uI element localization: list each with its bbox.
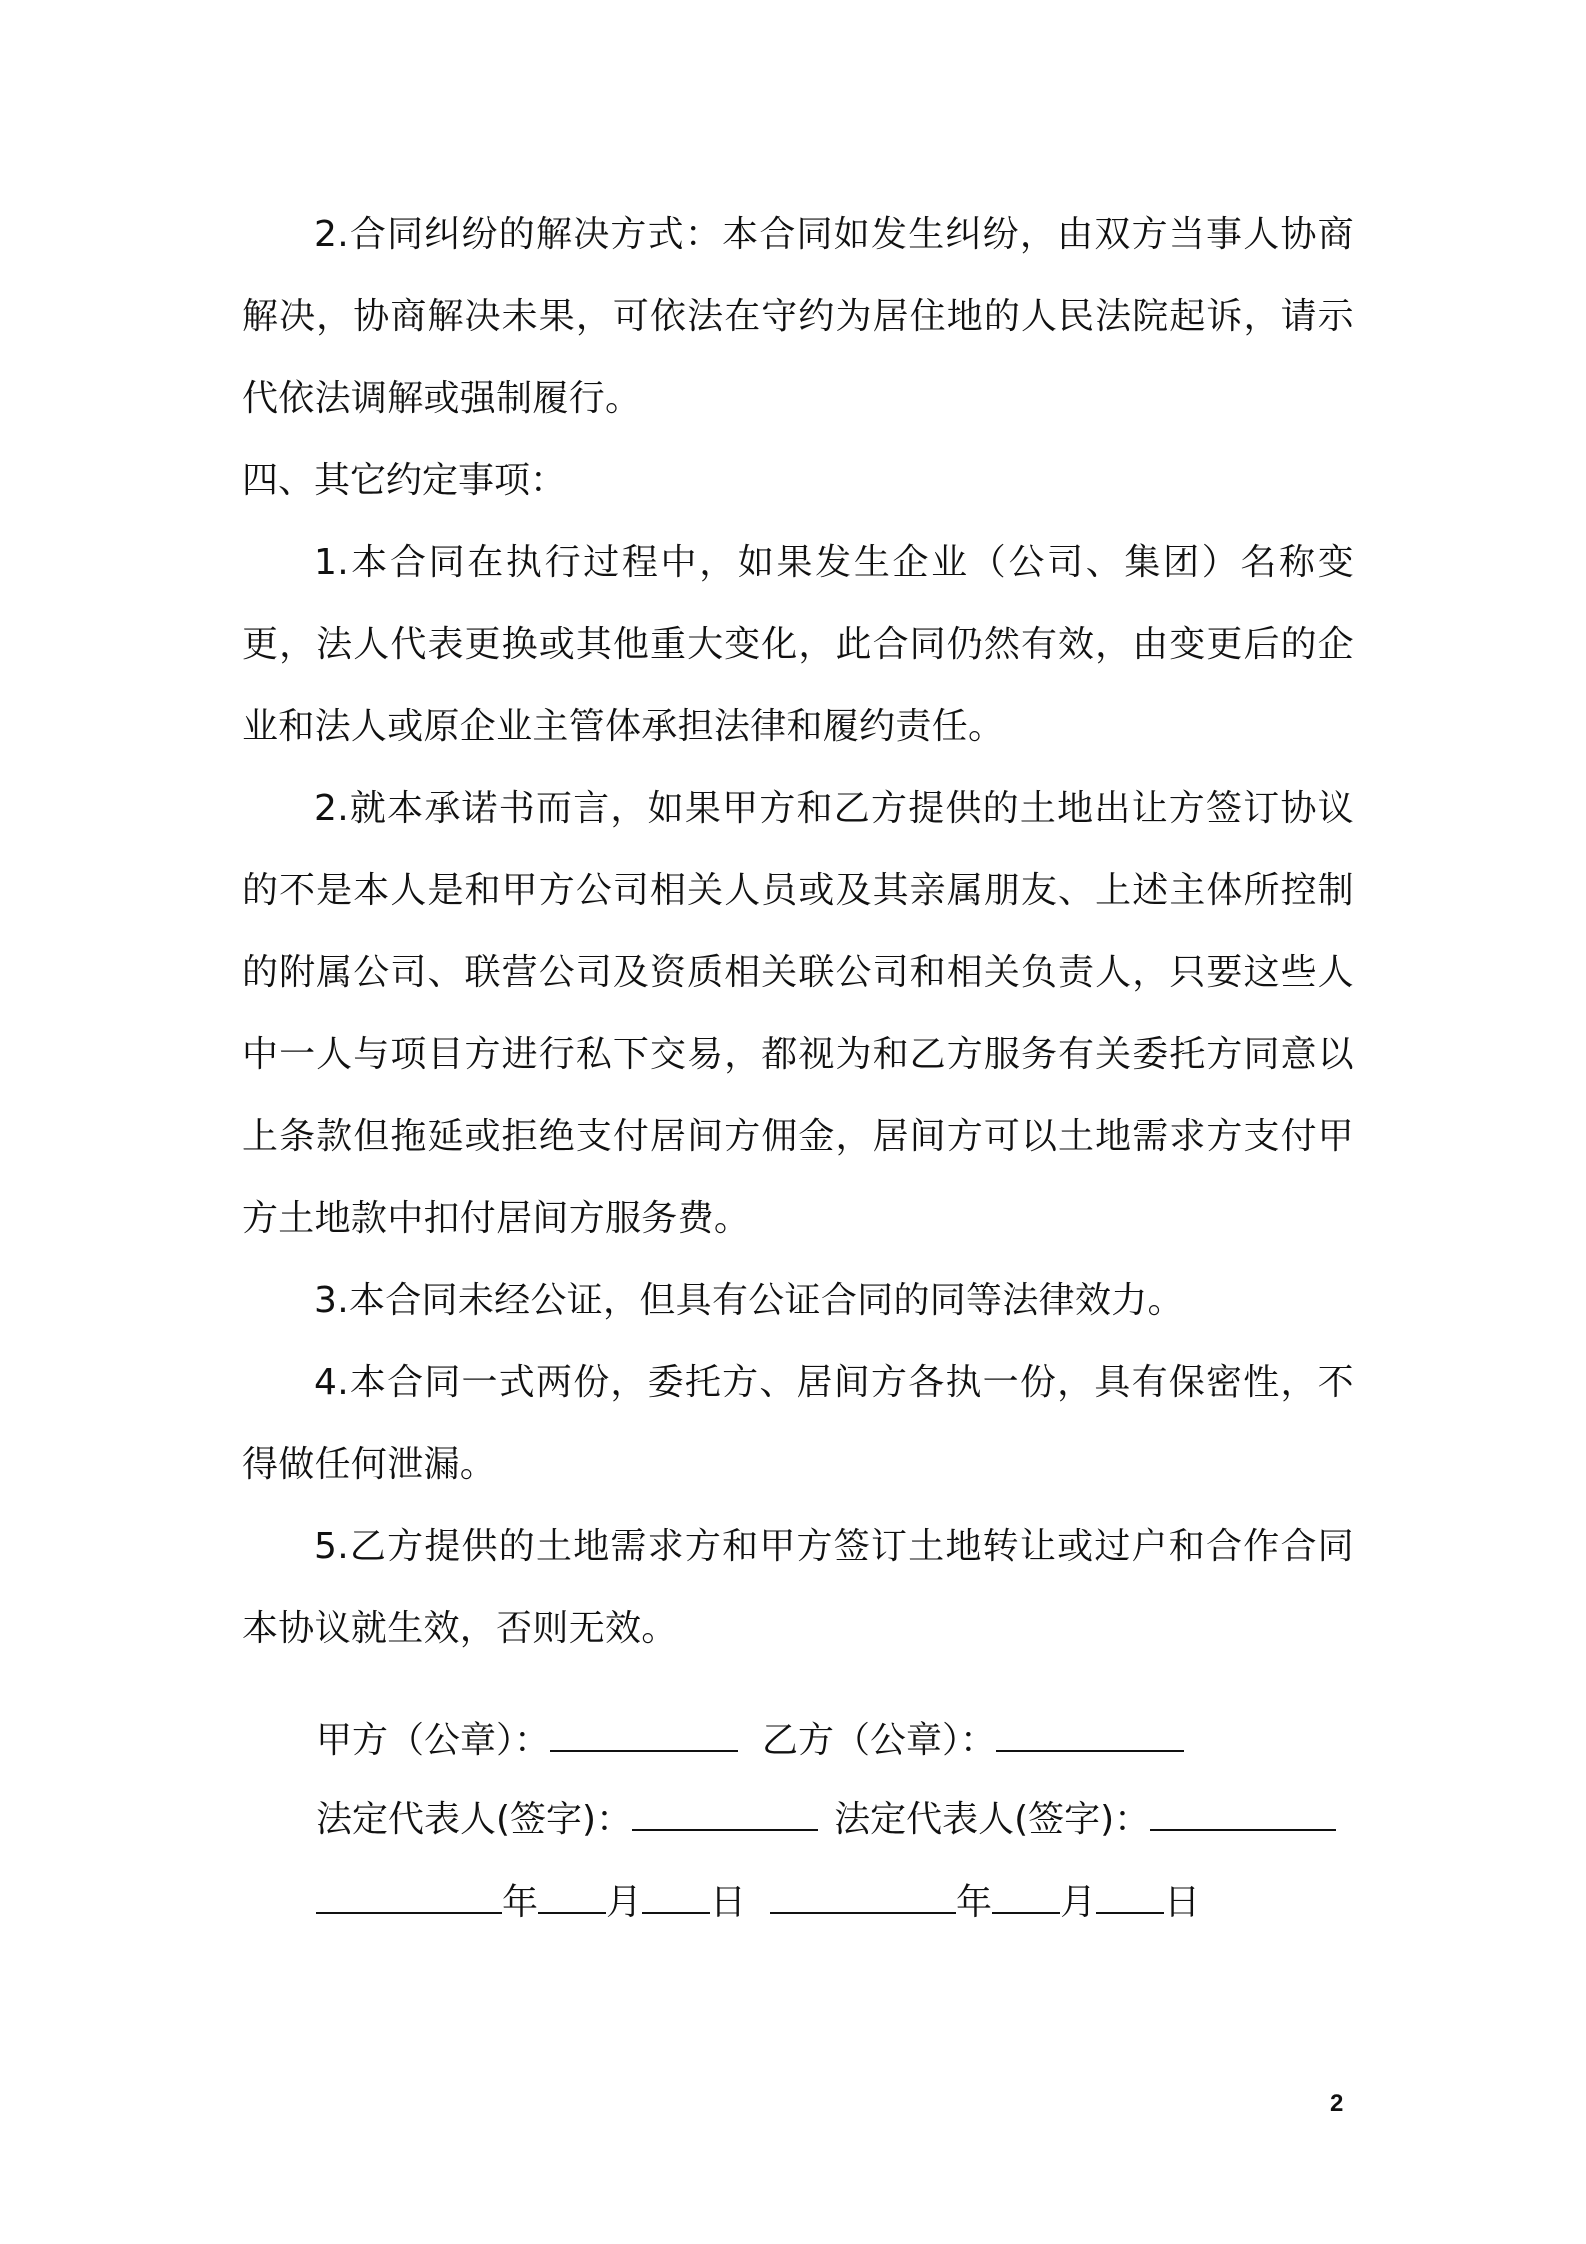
signature-row-representatives: [316, 1797, 1356, 1840]
party-a-seal-label: 甲方（公章）：: [316, 1720, 551, 1761]
date-b-year-label: 年: [956, 1882, 993, 1923]
date-a-year-label: 年: [502, 1882, 539, 1923]
party-a-representative-label: 法定代表人(签字)：: [316, 1799, 633, 1840]
document-body: [242, 194, 1354, 1670]
date-a-year-blank: [316, 1880, 502, 1914]
date-b-month-blank: [992, 1880, 1060, 1914]
party-a-representative-blank: [632, 1797, 818, 1831]
clause-commission: 2.就本承诺书而言，如果甲方和乙方提供的土地出让方签订协议的不是本人是和甲方公司相关人员或及其亲属朋友、上述主体所控制的附属公司、联营公司及资质相关联公司和相关负责人，只要这些人中一人与项目方进行私下交易，都视为和乙方服务有关委托方同意以上条款但拖延或拒绝支付居间方佣金，居间方可以土地需求方支付甲方土地款中扣付居间方服务费。: [242, 788, 1354, 1239]
party-a-seal-blank: [550, 1718, 738, 1752]
signature-row-dates: [316, 1880, 1356, 1923]
signature-row-seals: [316, 1718, 1356, 1761]
clause-copies: 4.本合同一式两份，委托方、居间方各执一份，具有保密性，不得做任何泄漏。: [242, 1362, 1354, 1485]
party-b-seal-label: 乙方（公章）：: [762, 1720, 997, 1761]
clause-dispute-resolution: 2.合同纠纷的解决方式：本合同如发生纠纷，由双方当事人协商解决，协商解决未果，可依法在守约为居住地的人民法院起诉，请示代依法调解或强制履行。: [242, 214, 1354, 419]
party-b-seal-blank: [996, 1718, 1184, 1752]
date-b-month-label: 月: [1060, 1882, 1097, 1923]
party-b-representative-blank: [1150, 1797, 1336, 1831]
date-a-day-blank: [642, 1880, 710, 1914]
date-a-day-label: 日: [710, 1882, 747, 1923]
party-b-representative-label: 法定代表人(签字)：: [834, 1799, 1151, 1840]
date-a-month-label: 月: [606, 1882, 643, 1923]
date-a-month-blank: [538, 1880, 606, 1914]
date-b-year-blank: [770, 1880, 956, 1914]
clause-effectiveness: 5.乙方提供的土地需求方和甲方签订土地转让或过户和合作合同本协议就生效，否则无效。: [242, 1526, 1354, 1649]
page-number: 2: [1330, 2090, 1344, 2117]
date-b-day-label: 日: [1164, 1882, 1201, 1923]
clause-notarization: 3.本合同未经公证，但具有公证合同的同等法律效力。: [314, 1280, 1184, 1321]
section-heading-other-terms: 四、其它约定事项：: [242, 460, 567, 501]
date-b-day-blank: [1096, 1880, 1164, 1914]
clause-name-change: 1.本合同在执行过程中，如果发生企业（公司、集团）名称变更，法人代表更换或其他重大变化，此合同仍然有效，由变更后的企业和法人或原企业主管体承担法律和履约责任。: [242, 542, 1354, 747]
